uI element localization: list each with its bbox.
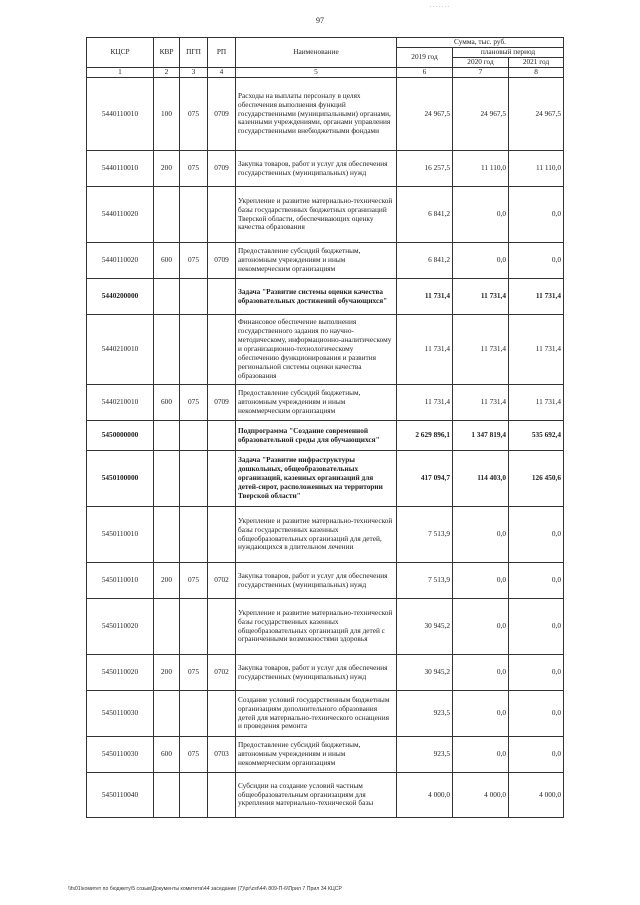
name-cell: Укрепление и развитие материально-технической базы государственных бюджетных организаций Тверской области, обеспечивающих оценку качества образования — [236, 187, 397, 243]
rp-cell — [208, 507, 236, 563]
value-2020-cell: 0,0 — [453, 563, 509, 599]
kcsr-cell: 5450110040 — [87, 773, 154, 818]
rp-cell — [208, 421, 236, 451]
name-cell: Предоставление субсидий бюджетным, автономным учреждениям и иным некоммерческим организациям — [236, 243, 397, 279]
kvr-cell: 200 — [154, 563, 180, 599]
value-2020-cell: 11 110,0 — [453, 151, 509, 187]
table-row — [87, 151, 564, 187]
rp-cell: 0702 — [208, 563, 236, 599]
table-row — [87, 187, 564, 243]
kcsr-cell: 5440110010 — [87, 151, 154, 187]
value-2020-cell: 0,0 — [453, 187, 509, 243]
value-2020-cell: 24 967,5 — [453, 78, 509, 151]
col-number: 5 — [236, 68, 397, 78]
pgp-cell: 075 — [180, 655, 208, 691]
pgp-cell: 075 — [180, 78, 208, 151]
rp-cell — [208, 691, 236, 737]
table-row — [87, 385, 564, 421]
pgp-cell: 075 — [180, 563, 208, 599]
header-sum: Сумма, тыс. руб. — [397, 38, 564, 48]
table-row — [87, 655, 564, 691]
pgp-cell — [180, 599, 208, 655]
name-cell: Создание условий государственным бюджетным организациям дополнительного образования детей для материально-технического оснащения и проведения ремонта — [236, 691, 397, 737]
name-cell: Задача "Развитие инфраструктуры дошкольных, общеобразовательных организаций, казенных организаций для детей-сирот, расположенных на территории Тверской области" — [236, 451, 397, 507]
name-cell: Предоставление субсидий бюджетным, автономным учреждениям и иным некоммерческим организациям — [236, 385, 397, 421]
value-2019-cell: 16 257,5 — [397, 151, 453, 187]
name-cell: Расходы на выплаты персоналу в целях обеспечения выполнения функций государственными (муниципальными) органами, казенными учреждениями, органами управления государственными внебюджетными фондами — [236, 78, 397, 151]
col-number: 4 — [208, 68, 236, 78]
header-kcsr: КЦСР — [87, 38, 154, 68]
header-plan-period: плановый период — [453, 48, 564, 58]
header-rp: РП — [208, 38, 236, 68]
pgp-cell — [180, 421, 208, 451]
value-2021-cell: 0,0 — [509, 737, 564, 773]
table-row — [87, 421, 564, 451]
kvr-cell — [154, 507, 180, 563]
value-2020-cell: 0,0 — [453, 737, 509, 773]
kcsr-cell: 5450110030 — [87, 737, 154, 773]
table-row — [87, 563, 564, 599]
value-2019-cell: 7 513,9 — [397, 563, 453, 599]
header-pgp: ПГП — [180, 38, 208, 68]
pgp-cell — [180, 451, 208, 507]
kvr-cell — [154, 599, 180, 655]
value-2021-cell: 0,0 — [509, 599, 564, 655]
pgp-cell: 075 — [180, 151, 208, 187]
footer-file-path: \\fs01\комитет по бюджету\5 созыв\Документы комитета\44 заседание (7)\pr\zst\44\ 809-П-6\Прил 7 Прил 34 КЦСР — [68, 886, 342, 892]
kvr-cell — [154, 773, 180, 818]
value-2019-cell: 4 000,0 — [397, 773, 453, 818]
header-2021: 2021 год — [509, 58, 564, 68]
pgp-cell: 075 — [180, 737, 208, 773]
kcsr-cell: 5450000000 — [87, 421, 154, 451]
value-2021-cell: 0,0 — [509, 691, 564, 737]
kcsr-cell: 5440110010 — [87, 78, 154, 151]
table-row — [87, 78, 564, 151]
kcsr-cell: 5440210010 — [87, 385, 154, 421]
rp-cell: 0709 — [208, 385, 236, 421]
value-2021-cell: 0,0 — [509, 243, 564, 279]
rp-cell — [208, 187, 236, 243]
kvr-cell: 100 — [154, 78, 180, 151]
value-2020-cell: 0,0 — [453, 655, 509, 691]
value-2020-cell: 11 731,4 — [453, 315, 509, 385]
value-2021-cell: 0,0 — [509, 187, 564, 243]
table-row — [87, 279, 564, 315]
name-cell: Закупка товаров, работ и услуг для обеспечения государственных (муниципальных) нужд — [236, 151, 397, 187]
value-2021-cell: 11 110,0 — [509, 151, 564, 187]
rp-cell: 0702 — [208, 655, 236, 691]
kcsr-cell: 5450110020 — [87, 599, 154, 655]
value-2019-cell: 6 841,2 — [397, 243, 453, 279]
kcsr-cell: 5440110020 — [87, 187, 154, 243]
name-cell: Финансовое обеспечение выполнения государственного задания по научно-методическому, информационно-аналитическому и организационно-технологическому обеспечению функционирования и развития региональной системы оценки качества образования — [236, 315, 397, 385]
rp-cell — [208, 599, 236, 655]
table-row — [87, 243, 564, 279]
kvr-cell — [154, 421, 180, 451]
kcsr-cell: 5440110020 — [87, 243, 154, 279]
rp-cell — [208, 279, 236, 315]
value-2021-cell: 0,0 — [509, 563, 564, 599]
name-cell: Закупка товаров, работ и услуг для обеспечения государственных (муниципальных) нужд — [236, 655, 397, 691]
name-cell: Укрепление и развитие материально-технической базы государственных казенных общеобразовательных организаций для детей с ограниченными возможностями здоровья — [236, 599, 397, 655]
header-kvr: КВР — [154, 38, 180, 68]
kvr-cell: 600 — [154, 243, 180, 279]
value-2019-cell: 24 967,5 — [397, 78, 453, 151]
pgp-cell — [180, 315, 208, 385]
kvr-cell — [154, 691, 180, 737]
value-2020-cell: 0,0 — [453, 691, 509, 737]
value-2019-cell: 30 945,2 — [397, 599, 453, 655]
kcsr-cell: 5450110030 — [87, 691, 154, 737]
table-row — [87, 737, 564, 773]
rp-cell: 0709 — [208, 243, 236, 279]
value-2019-cell: 6 841,2 — [397, 187, 453, 243]
value-2021-cell: 11 731,4 — [509, 385, 564, 421]
col-number: 7 — [453, 68, 509, 78]
value-2021-cell: 11 731,4 — [509, 279, 564, 315]
value-2019-cell: 923,5 — [397, 737, 453, 773]
page-number: 97 — [316, 16, 324, 25]
header-name: Наименование — [236, 38, 397, 68]
table-row — [87, 507, 564, 563]
value-2019-cell: 11 731,4 — [397, 315, 453, 385]
rp-cell: 0703 — [208, 737, 236, 773]
value-2020-cell: 1 347 819,4 — [453, 421, 509, 451]
kvr-cell — [154, 187, 180, 243]
col-number: 6 — [397, 68, 453, 78]
rp-cell — [208, 451, 236, 507]
value-2020-cell: 0,0 — [453, 243, 509, 279]
header-2019: 2019 год — [397, 48, 453, 68]
kvr-cell: 600 — [154, 737, 180, 773]
table-row — [87, 691, 564, 737]
value-2021-cell: 0,0 — [509, 655, 564, 691]
kcsr-cell: 5450100000 — [87, 451, 154, 507]
col-number: 2 — [154, 68, 180, 78]
value-2020-cell: 0,0 — [453, 599, 509, 655]
value-2021-cell: 126 450,6 — [509, 451, 564, 507]
budget-table — [86, 37, 564, 818]
value-2019-cell: 11 731,4 — [397, 385, 453, 421]
table-row — [87, 773, 564, 818]
kcsr-cell: 5440210010 — [87, 315, 154, 385]
kcsr-cell: 5450110020 — [87, 655, 154, 691]
value-2020-cell: 114 403,0 — [453, 451, 509, 507]
value-2019-cell: 30 945,2 — [397, 655, 453, 691]
top-mark: . . . . . . . — [430, 3, 450, 9]
kcsr-cell: 5450110010 — [87, 563, 154, 599]
kvr-cell: 200 — [154, 151, 180, 187]
pgp-cell — [180, 773, 208, 818]
name-cell: Укрепление и развитие материально-технической базы государственных казенных общеобразовательных организаций для детей, нуждающихся в длительном лечении — [236, 507, 397, 563]
value-2019-cell: 417 094,7 — [397, 451, 453, 507]
col-number: 8 — [509, 68, 564, 78]
pgp-cell — [180, 279, 208, 315]
value-2020-cell: 11 731,4 — [453, 385, 509, 421]
value-2019-cell: 923,5 — [397, 691, 453, 737]
pgp-cell: 075 — [180, 243, 208, 279]
table-row — [87, 599, 564, 655]
value-2020-cell: 11 731,4 — [453, 279, 509, 315]
rp-cell — [208, 315, 236, 385]
value-2021-cell: 11 731,4 — [509, 315, 564, 385]
value-2021-cell: 0,0 — [509, 507, 564, 563]
kcsr-cell: 5450110010 — [87, 507, 154, 563]
name-cell: Предоставление субсидий бюджетным, автономным учреждениям и иным некоммерческим организациям — [236, 737, 397, 773]
value-2019-cell: 2 629 896,1 — [397, 421, 453, 451]
name-cell: Субсидии на создание условий частным общеобразовательным организациям для укрепления материально-технической базы — [236, 773, 397, 818]
table-row — [87, 315, 564, 385]
value-2019-cell: 11 731,4 — [397, 279, 453, 315]
kvr-cell — [154, 315, 180, 385]
name-cell: Подпрограмма "Создание современной образовательной среды для обучающихся" — [236, 421, 397, 451]
col-number: 3 — [180, 68, 208, 78]
value-2019-cell: 7 513,9 — [397, 507, 453, 563]
rp-cell — [208, 773, 236, 818]
table-row — [87, 451, 564, 507]
value-2021-cell: 535 692,4 — [509, 421, 564, 451]
pgp-cell: 075 — [180, 385, 208, 421]
kcsr-cell: 5440200000 — [87, 279, 154, 315]
pgp-cell — [180, 507, 208, 563]
value-2021-cell: 4 000,0 — [509, 773, 564, 818]
name-cell: Закупка товаров, работ и услуг для обеспечения государственных (муниципальных) нужд — [236, 563, 397, 599]
value-2021-cell: 24 967,5 — [509, 78, 564, 151]
header-2020: 2020 год — [453, 58, 509, 68]
kvr-cell: 600 — [154, 385, 180, 421]
value-2020-cell: 0,0 — [453, 507, 509, 563]
rp-cell: 0709 — [208, 151, 236, 187]
kvr-cell: 200 — [154, 655, 180, 691]
rp-cell: 0709 — [208, 78, 236, 151]
pgp-cell — [180, 691, 208, 737]
kvr-cell — [154, 279, 180, 315]
name-cell: Задача "Развитие системы оценки качества образовательных достижений обучающихся" — [236, 279, 397, 315]
col-number: 1 — [87, 68, 154, 78]
pgp-cell — [180, 187, 208, 243]
value-2020-cell: 4 000,0 — [453, 773, 509, 818]
kvr-cell — [154, 451, 180, 507]
